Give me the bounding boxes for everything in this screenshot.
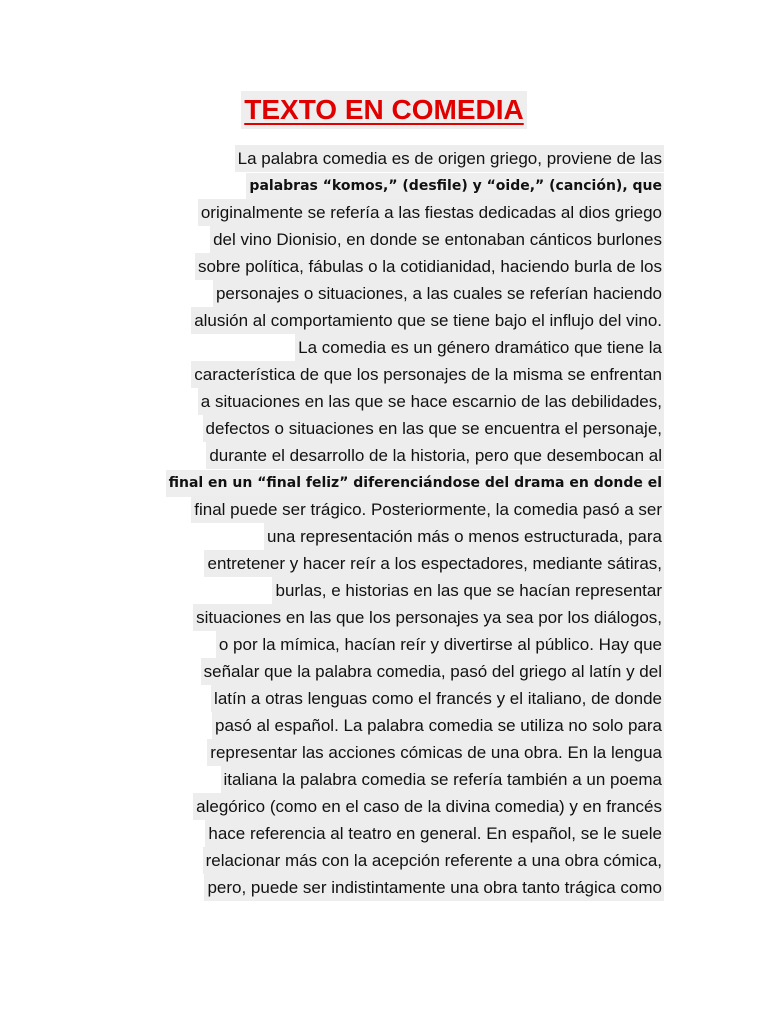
text-line-content: señalar que la palabra comedia, pasó del griego al latín y del bbox=[201, 658, 664, 685]
text-line-content: burlas, e historias en las que se hacían representar bbox=[272, 577, 664, 604]
text-line bbox=[100, 334, 664, 361]
text-line-content: durante el desarrollo de la historia, pero que desembocan al bbox=[206, 442, 664, 469]
text-line-content: defectos o situaciones en las que se encuentra el personaje, bbox=[203, 415, 664, 442]
text-line-content: italiana la palabra comedia se refería también a un poema bbox=[221, 766, 665, 793]
text-line bbox=[100, 550, 664, 577]
text-line bbox=[100, 847, 664, 874]
text-line-content: La comedia es un género dramático que tiene la bbox=[295, 334, 664, 361]
text-line bbox=[100, 820, 664, 847]
text-line-content: hace referencia al teatro en general. En español, se le suele bbox=[205, 820, 664, 847]
document-title bbox=[0, 90, 768, 129]
text-line bbox=[100, 496, 664, 523]
text-line-content: La palabra comedia es de origen griego, proviene de las bbox=[235, 145, 664, 172]
text-line-content: a situaciones en las que se hace escarnio de las debilidades, bbox=[198, 388, 664, 415]
text-line bbox=[100, 739, 664, 766]
text-line bbox=[100, 469, 664, 496]
text-line bbox=[100, 388, 664, 415]
document-body bbox=[100, 145, 664, 901]
text-line bbox=[100, 685, 664, 712]
text-line bbox=[100, 307, 664, 334]
text-line bbox=[100, 442, 664, 469]
text-line-content: representar las acciones cómicas de una obra. En la lengua bbox=[207, 739, 664, 766]
text-line-content: una representación más o menos estructurada, para bbox=[264, 523, 664, 550]
text-line-content: situaciones en las que los personajes ya sea por los diálogos, bbox=[193, 604, 664, 631]
text-line bbox=[100, 253, 664, 280]
text-line bbox=[100, 874, 664, 901]
text-line bbox=[100, 631, 664, 658]
text-line bbox=[100, 172, 664, 199]
text-line-content: final en un “final feliz” diferenciándose del drama en donde el bbox=[166, 470, 664, 497]
text-line-content: sobre política, fábulas o la cotidianidad, haciendo burla de los bbox=[195, 253, 664, 280]
text-line bbox=[100, 415, 664, 442]
text-line bbox=[100, 712, 664, 739]
text-line-content: del vino Dionisio, en donde se entonaban cánticos burlones bbox=[210, 226, 664, 253]
document-title-text: TEXTO EN COMEDIA bbox=[241, 91, 527, 129]
text-line-content: pero, puede ser indistintamente una obra tanto trágica como bbox=[204, 874, 664, 901]
text-line bbox=[100, 577, 664, 604]
text-line bbox=[100, 280, 664, 307]
text-line bbox=[100, 793, 664, 820]
text-line bbox=[100, 766, 664, 793]
text-line bbox=[100, 361, 664, 388]
text-line-content: alegórico (como en el caso de la divina comedia) y en francés bbox=[193, 793, 664, 820]
text-line-content: alusión al comportamiento que se tiene bajo el influjo del vino. bbox=[191, 307, 664, 334]
text-line-content: originalmente se refería a las fiestas dedicadas al dios griego bbox=[198, 199, 664, 226]
text-line-content: entretener y hacer reír a los espectadores, mediante sátiras, bbox=[204, 550, 664, 577]
text-line-content: o por la mímica, hacían reír y divertirse al público. Hay que bbox=[216, 631, 664, 658]
text-line-content: final puede ser trágico. Posteriormente, la comedia pasó a ser bbox=[191, 496, 664, 523]
text-line bbox=[100, 226, 664, 253]
text-line-content: relacionar más con la acepción referente a una obra cómica, bbox=[203, 847, 664, 874]
text-line bbox=[100, 199, 664, 226]
text-line bbox=[100, 145, 664, 172]
text-line-content: palabras “komos,” (desfile) y “oide,” (canción), que bbox=[246, 173, 664, 200]
text-line bbox=[100, 604, 664, 631]
text-line-content: pasó al español. La palabra comedia se utiliza no solo para bbox=[212, 712, 664, 739]
text-line-content: característica de que los personajes de la misma se enfrentan bbox=[191, 361, 664, 388]
text-line bbox=[100, 658, 664, 685]
text-line-content: personajes o situaciones, a las cuales se referían haciendo bbox=[213, 280, 664, 307]
text-line-content: latín a otras lenguas como el francés y el italiano, de donde bbox=[211, 685, 664, 712]
text-line bbox=[100, 523, 664, 550]
